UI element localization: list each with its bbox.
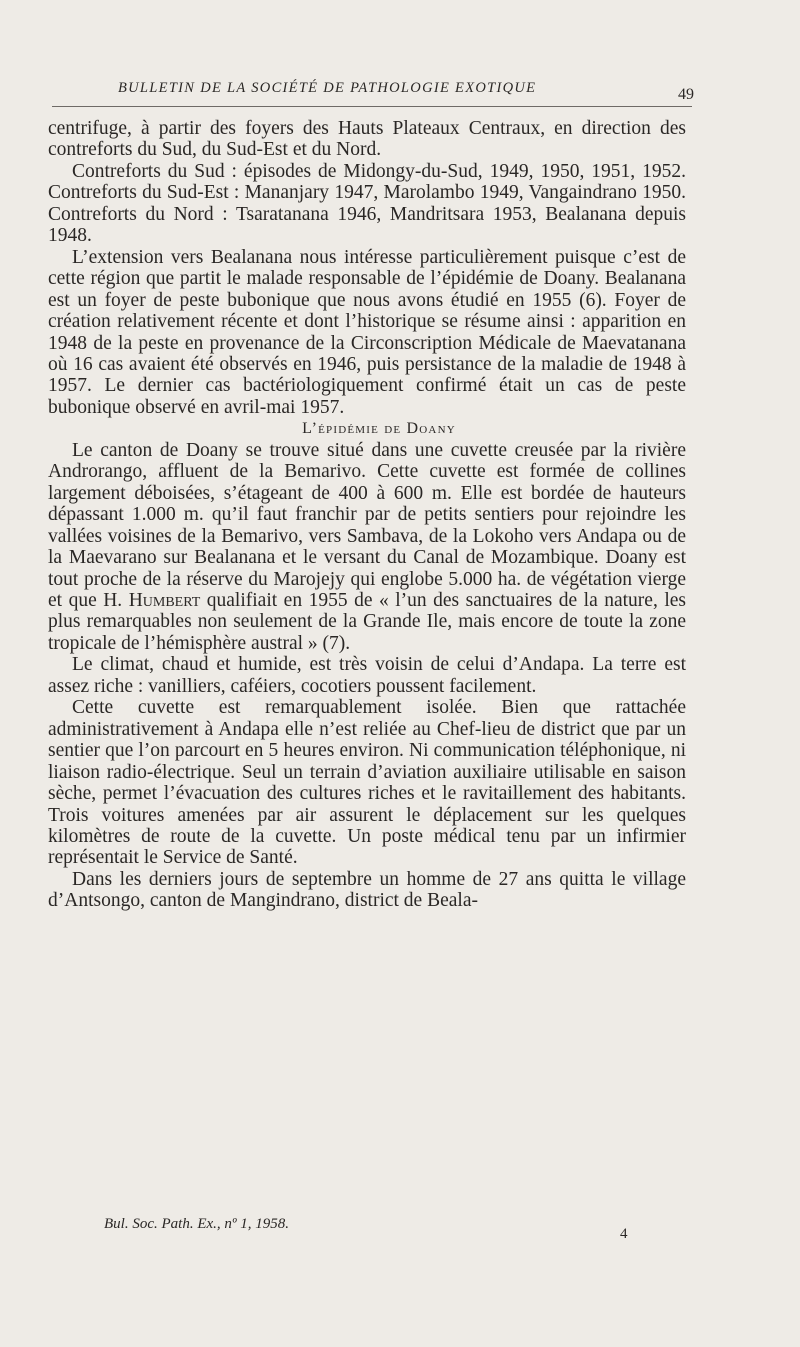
paragraph-6: Cette cuvette est remarquablement isolée. Bien que rattachée administrativement à Andapa elle n’est reliée au Chef-lieu de district que par un sentier que l’on parcourt en 5 heures environ. Ni communication téléphonique, ni liaison radio-électrique. Seul un terrain d’aviation auxiliaire utilisable en saison sèche, permet l’évacuation des cultures riches et le ravitaillement des habitants. Trois voitures amenées par air assurent le déplacement sur les quelques kilomètres de route de la cuvette. Un poste médical tenu par un infirmier représentait le Service de Santé.	[48, 697, 686, 869]
paragraph-5: Le climat, chaud et humide, est très voisin de celui d’Andapa. La terre est assez riche : vanilliers, caféiers, cocotiers poussent facilement.	[48, 654, 686, 697]
page-header	[52, 76, 692, 107]
footer-citation: Bul. Soc. Path. Ex., nº 1, 1958.	[104, 1216, 290, 1232]
sheet-number: 4	[620, 1226, 628, 1242]
author-name: Humbert	[128, 589, 201, 611]
paragraph-1: centrifuge, à partir des foyers des Hauts Plateaux Centraux, en direction des contreforts du Sud, du Sud-Est et du Nord.	[48, 118, 686, 161]
running-title: BULLETIN DE LA SOCIÉTÉ DE PATHOLOGIE EXOTIQUE	[118, 80, 537, 96]
paragraph-3: L’extension vers Bealanana nous intéresse particulièrement puisque c’est de cette région que partit le malade responsable de l’épidémie de Doany. Bealanana est un foyer de peste bubonique que nous avons étudié en 1955 (6). Foyer de création relativement récente et dont l’historique se résume ainsi : apparition en 1948 de la peste en provenance de la Circonscription Médicale de Maevatanana où 16 cas avaient été observés en 1946, puis persistance de la maladie de 1948 à 1957. Le dernier cas bactériologiquement confirmé était un cas de peste bubonique observé en avril-mai 1957.	[48, 246, 686, 418]
paragraph-4-text-b: qualifiait en 1955 de « l’un des sanctuaires de la nature, les plus remarquables non seulement de la Grande Ile, mais encore de toute la zone tropicale de l’hémisphère austral » (7).	[48, 589, 686, 654]
paragraph-4-text-a: Le canton de Doany se trouve situé dans une cuvette creusée par la rivière Androrango, affluent de la Bemarivo. Cette cuvette est formée de collines largement déboisées, s’étageant de 400 à 600 m. Elle est bordée de hauteurs dépassant 1.000 m. qu’il faut franchir par de petits sentiers pour rejoindre les vallées voisines de la Bemarivo, vers Sambava, de la Lokoho vers Andapa ou de la Maevarano sur Bealanana et le versant du Canal de Mozambique. Doany est tout proche de la réserve du Marojejy qui englobe 5.000 ha. de végétation vierge et que H.	[48, 439, 686, 611]
section-title: L’épidémie de Doany	[302, 420, 456, 438]
paragraph-2: Contreforts du Sud : épisodes de Midongy-du-Sud, 1949, 1950, 1951, 1952. Contreforts du Sud-Est : Mananjary 1947, Marolambo 1949, Vangaindrano 1950. Contreforts du Nord : Tsaratanana 1946, Mandritsara 1953, Bealanana depuis 1948.	[48, 160, 686, 247]
paragraph-7: Dans les derniers jours de septembre un homme de 27 ans quitta le village d’Antsongo, canton de Mangindrano, district de Beala-	[48, 868, 686, 912]
page-number: 49	[678, 86, 694, 103]
article-body	[48, 118, 686, 912]
paragraph-4	[48, 440, 686, 655]
